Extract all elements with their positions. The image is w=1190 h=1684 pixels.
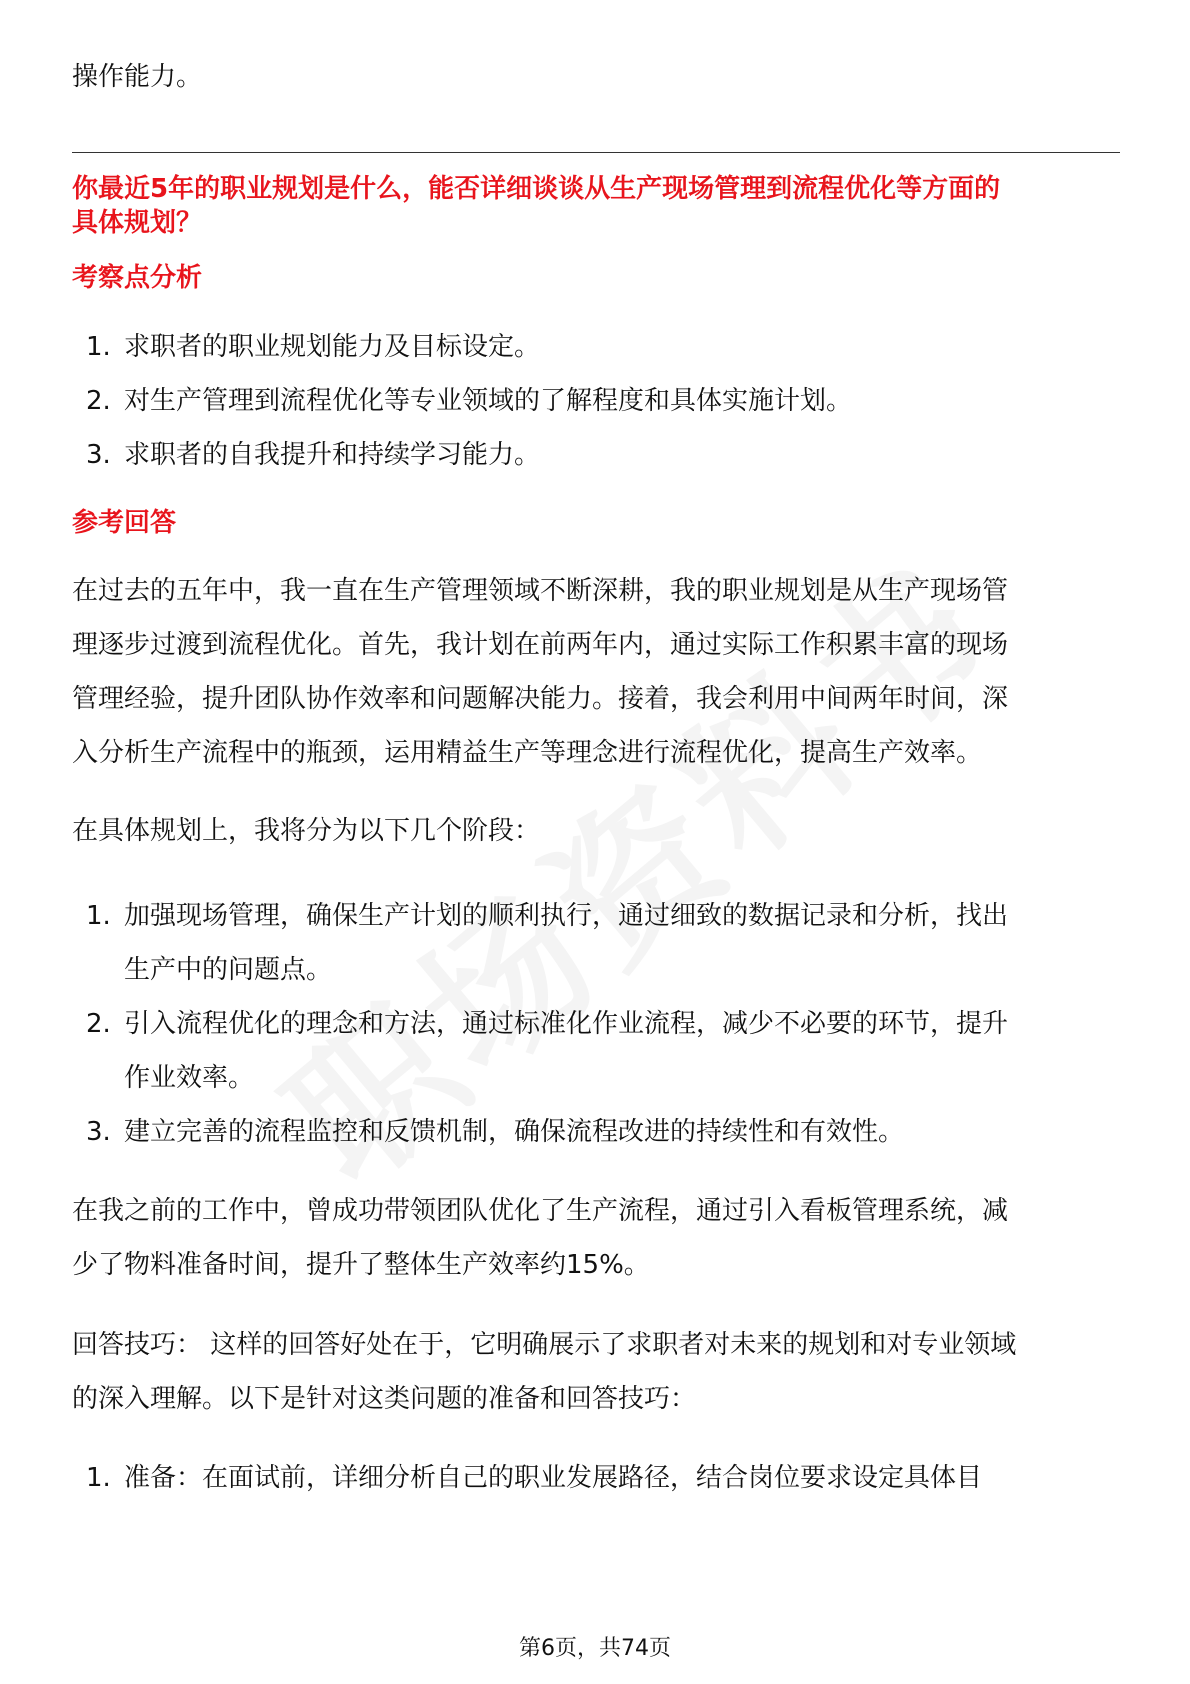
answer-paragraph-line: 入分析生产流程中的瓶颈，运用精益生产等理念进行流程优化，提高生产效率。	[72, 738, 983, 768]
stage-line: 引入流程优化的理念和方法，通过标准化作业流程，减少不必要的环节，提升	[124, 1009, 1009, 1039]
stage-number: 2.	[86, 1009, 111, 1039]
experience-paragraph-line: 少了物料准备时间，提升了整体生产效率约15%。	[72, 1250, 650, 1280]
tips-paragraph-line: 的深入理解。以下是针对这类问题的准备和回答技巧：	[72, 1384, 697, 1414]
analysis-item-number: 2.	[86, 386, 111, 416]
stage-line: 作业效率。	[124, 1063, 255, 1093]
watermark	[233, 406, 1147, 1225]
analysis-item: 对生产管理到流程优化等专业领域的了解程度和具体实施计划。	[124, 386, 853, 416]
answer-heading: 参考回答	[72, 508, 177, 538]
answer-paragraph-line: 在过去的五年中，我一直在生产管理领域不断深耕，我的职业规划是从生产现场管	[72, 576, 1009, 606]
analysis-item: 求职者的职业规划能力及目标设定。	[124, 332, 541, 362]
stage-line: 加强现场管理，确保生产计划的顺利执行，通过细致的数据记录和分析，找出	[124, 901, 1009, 931]
analysis-item-number: 3.	[86, 440, 111, 470]
tip-item: 准备：在面试前，详细分析自己的职业发展路径，结合岗位要求设定具体目	[124, 1463, 983, 1493]
question-line-1: 你最近5年的职业规划是什么，能否详细谈谈从生产现场管理到流程优化等方面的	[72, 174, 1001, 204]
tips-paragraph-line: 回答技巧： 这样的回答好处在于，它明确展示了求职者对未来的规划和对专业领域	[72, 1330, 1017, 1360]
stage-line: 生产中的问题点。	[124, 955, 333, 985]
stage-number: 3.	[86, 1117, 111, 1147]
section-divider	[72, 152, 1120, 153]
page-number-footer: 第6页，共74页	[519, 1636, 671, 1661]
stage-line: 建立完善的流程监控和反馈机制，确保流程改进的持续性和有效性。	[124, 1117, 905, 1147]
analysis-item-number: 1.	[86, 332, 111, 362]
experience-paragraph-line: 在我之前的工作中，曾成功带领团队优化了生产流程，通过引入看板管理系统，减	[72, 1196, 1009, 1226]
answer-paragraph-line: 管理经验，提升团队协作效率和问题解决能力。接着，我会利用中间两年时间，深	[72, 684, 1009, 714]
analysis-item: 求职者的自我提升和持续学习能力。	[124, 440, 541, 470]
question-line-2: 具体规划？	[72, 208, 203, 238]
answer-paragraph-line: 理逐步过渡到流程优化。首先，我计划在前两年内，通过实际工作积累丰富的现场	[72, 630, 1009, 660]
stages-intro: 在具体规划上，我将分为以下几个阶段：	[72, 816, 541, 846]
continued-text: 操作能力。	[72, 62, 203, 92]
analysis-heading: 考察点分析	[72, 263, 203, 293]
stage-number: 1.	[86, 901, 111, 931]
tip-number: 1.	[86, 1463, 111, 1493]
